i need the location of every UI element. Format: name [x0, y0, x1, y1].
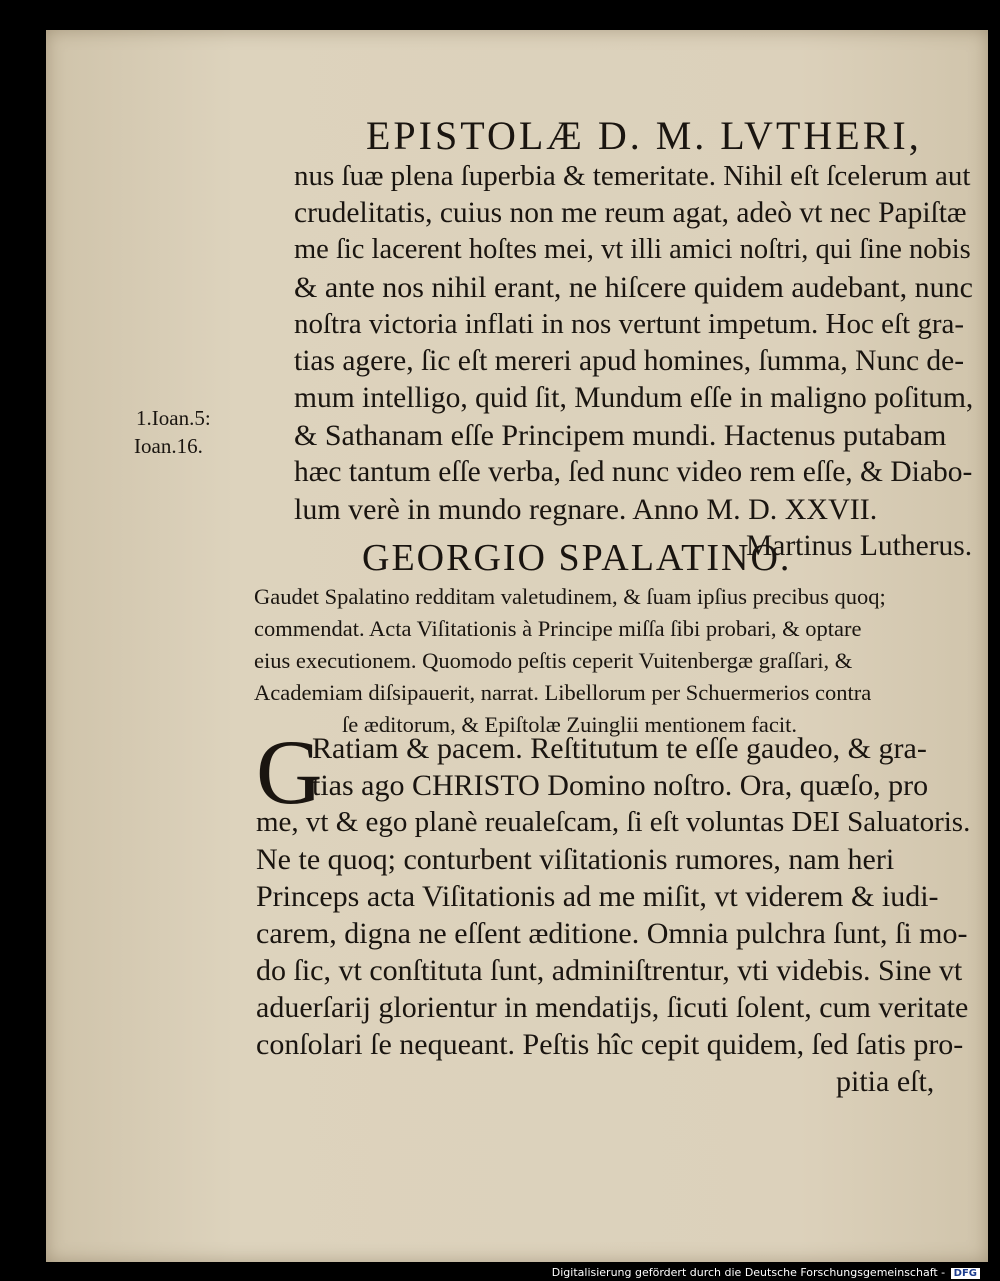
- digitization-footer: [552, 1266, 980, 1279]
- text-line: me ſic lacerent hoſtes mei, vt illi amici noſtri, qui ſine nobis: [294, 234, 971, 265]
- text-line: conſolari ſe nequeant. Peſtis hîc cepit quidem, ſed ſatis pro-: [256, 1028, 964, 1061]
- text-line: tias ago CHRISTO Domino noſtro. Ora, quæſo, pro: [312, 769, 929, 802]
- argument-line: eius executionem. Quomodo peſtis ceperit Vuitenbergæ graſſari, &: [254, 648, 853, 673]
- text-line: carem, digna ne eſſent æditione. Omnia pulchra ſunt, ſi mo-: [256, 917, 968, 950]
- argument-line: Gaudet Spalatino redditam valetudinem, & ſuam ipſius precibus quoq;: [254, 584, 886, 609]
- footer-text: Digitalisierung gefördert durch die Deutsche Forschungsgemeinschaft -: [551, 1266, 946, 1279]
- book-page: [46, 30, 988, 1262]
- text-line: Ne te quoq; conturbent viſitationis rumores, nam heri: [256, 843, 895, 876]
- drop-capital: G: [256, 721, 323, 823]
- text-line: hæc tantum eſſe verba, ſed nunc video rem eſſe, & Diabo-: [294, 456, 973, 488]
- text-line: aduerſarij glorientur in mendatijs, ſicuti ſolent, cum veritate: [256, 991, 969, 1024]
- text-line: noſtra victoria inflati in nos vertunt impetum. Hoc eſt gra-: [294, 308, 965, 340]
- dfg-logo: DFG: [951, 1268, 980, 1279]
- text-line: mum intelligo, quid ſit, Mundum eſſe in maligno poſitum,: [294, 382, 974, 414]
- text-line: me, vt & ego planè reualeſcam, ſi eſt voluntas DEI Saluatoris.: [256, 806, 971, 838]
- text-line: Ratiam & pacem. Reſtitutum te eſſe gaudeo, & gra-: [312, 732, 927, 765]
- catchline: pitia eſt,: [836, 1065, 935, 1098]
- argument-line: ſe æditorum, & Epiſtolæ Zuinglii mentionem facit.: [342, 712, 797, 737]
- text-line: crudelitatis, cuius non me reum agat, adeò vt nec Papiſtæ: [294, 197, 967, 229]
- text-line: lum verè in mundo regnare. Anno M. D. XXVII.: [294, 493, 878, 526]
- argument-line: Academiam diſsipauerit, narrat. Libellorum per Schuermerios contra: [254, 680, 872, 705]
- chapter-title: GEORGIO SPALATINO.: [362, 537, 792, 579]
- running-head: EPISTOLÆ D. M. LVTHERI,: [366, 113, 922, 158]
- text-line: & Sathanam eſſe Principem mundi. Hactenus putabam: [294, 419, 947, 452]
- signature: Martinus Lutherus.: [746, 530, 973, 562]
- text-line: do ſic, vt conſtituta ſunt, adminiſtrentur, vti videbis. Sine vt: [256, 954, 963, 987]
- margin-note: Ioan.16.: [134, 434, 203, 458]
- margin-note: 1.Ioan.5:: [136, 406, 211, 430]
- text-line: tias agere, ſic eſt mereri apud homines, ſumma, Nunc de-: [294, 345, 965, 377]
- text-line: nus ſuæ plena ſuperbia & temeritate. Nihil eſt ſcelerum aut: [294, 160, 971, 192]
- argument-line: commendat. Acta Viſitationis à Principe miſſa ſibi probari, & optare: [254, 616, 862, 641]
- text-line: & ante nos nihil erant, ne hiſcere quidem audebant, nunc: [294, 271, 973, 304]
- text-line: Princeps acta Viſitationis ad me miſit, vt viderem & iudi-: [256, 880, 939, 913]
